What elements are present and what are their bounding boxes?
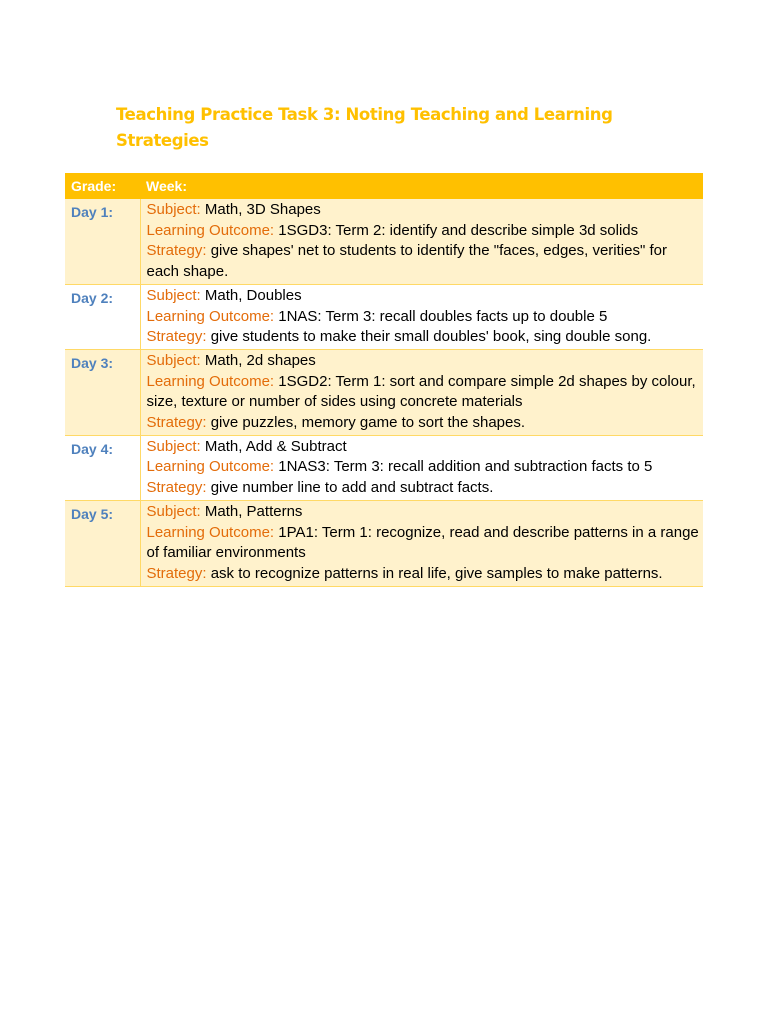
subject-line [147,351,700,372]
outcome-value: 1NAS3: Term 3: recall addition and subtraction facts to 5 [278,458,653,476]
outcome-label: Learning Outcome: [146,523,275,541]
subject-value: Math, 3D Shapes [204,201,321,218]
outcome-value: 1SGD2: Term 1: sort and compare simple 2d shapes by colour, size, texture or number of sides using concrete materials [146,372,696,411]
strategy-line [147,564,700,585]
details-cell [140,435,703,500]
strategy-value: give students to make their small doubles' book, sing double song. [210,328,652,346]
subject-line [147,200,700,221]
subject-value: Math, Doubles [204,286,302,304]
day-cell: Day 4: [65,435,140,500]
strategy-line [147,478,700,499]
outcome-line [147,372,700,413]
details-cell [140,284,703,349]
table-row-day-1 [65,199,703,284]
table-header-row [65,173,703,199]
subject-value: Math, 2d shapes [204,351,316,369]
strategy-value: give shapes' net to students to identify the "faces, edges, verities" for each shape. [146,242,667,281]
document-title: Teaching Practice Task 3: Noting Teaching and Learning Strategies [116,105,613,150]
outcome-line [147,457,700,478]
day-cell: Day 1: [65,199,140,284]
outcome-value: 1SGD3: Term 2: identify and describe simple 3d solids [278,221,639,239]
outcome-label: Learning Outcome: [146,458,275,476]
outcome-line [147,307,700,328]
day-cell: Day 3: [65,349,140,435]
outcome-label: Learning Outcome: [146,372,275,390]
strategy-line [147,413,700,434]
subject-label: Subject: [146,351,201,369]
details-cell [140,500,703,586]
subject-label: Subject: [146,286,201,304]
strategy-value: give puzzles, memory game to sort the shapes. [210,414,526,432]
table-row-day-4 [65,435,703,500]
subject-line [147,286,700,307]
outcome-value: 1PA1: Term 1: recognize, read and describe patterns in a range of familiar environments [146,523,699,562]
strategy-label: Strategy: [146,414,207,432]
details-cell [140,199,703,284]
day-cell: Day 5: [65,500,140,586]
strategy-label: Strategy: [146,328,207,346]
lesson-plan-table [65,173,703,587]
outcome-line [147,523,700,564]
table-row-day-3 [65,349,703,435]
grade-header: Grade: [65,173,140,199]
week-header: Week: [140,173,703,199]
strategy-label: Strategy: [146,242,207,260]
strategy-value: give number line to add and subtract facts. [210,479,494,497]
outcome-label: Learning Outcome: [146,221,275,239]
strategy-line [147,327,700,348]
subject-label: Subject: [146,502,201,520]
subject-line [147,437,700,458]
strategy-line [147,241,700,282]
day-cell: Day 2: [65,284,140,349]
outcome-label: Learning Outcome: [146,307,275,325]
subject-label: Subject: [146,201,201,218]
strategy-label: Strategy: [146,479,207,497]
subject-value: Math, Patterns [204,502,303,520]
outcome-value: 1NAS: Term 3: recall doubles facts up to double 5 [278,307,608,325]
outcome-line [147,221,700,242]
details-cell [140,349,703,435]
table-row-day-2 [65,284,703,349]
strategy-label: Strategy: [146,564,207,582]
strategy-value: ask to recognize patterns in real life, give samples to make patterns. [210,564,663,582]
subject-label: Subject: [146,437,201,455]
table-row-day-5 [65,500,703,586]
subject-value: Math, Add & Subtract [204,437,347,455]
subject-line [147,502,700,523]
